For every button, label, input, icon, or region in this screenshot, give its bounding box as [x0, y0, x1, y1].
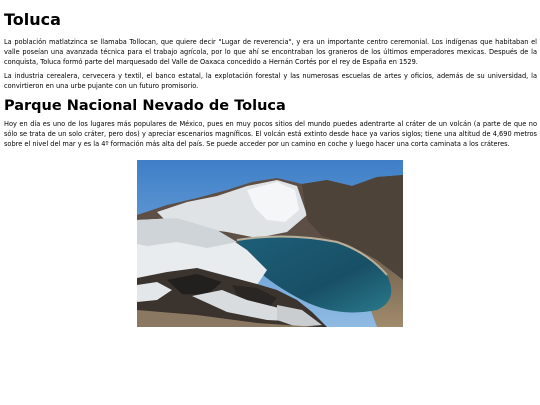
page-title: Toluca [4, 10, 61, 29]
nevado-de-toluca-photo [137, 160, 403, 327]
section-heading: Parque Nacional Nevado de Toluca [4, 97, 286, 114]
section-paragraph: Hoy en día es uno de los lugares más populares de México, pues en muy pocos sitios del mundo puedes adentrarte al cráter de un volcán (a parte de que no sólo se trata de un solo cráter, pero dos) y apreciar escenarios magníficos. El volcán está extinto desde hace ya varios siglos; tiene una altitud de 4,690 metros sobre el nivel del mar y es la 4º formación más alta del país. Se puede acceder por un camino en coche y luego hacer una corta caminata a los cráteres. [4, 119, 537, 148]
intro-paragraph-history: La población matlatzinca se llamaba Tollocan, que quiere decir "Lugar de reverencia", y era un importante centro ceremonial. Los indígenas que habitaban el valle poseían una avanzada técnica para el trabajo agrícola, por lo que ahí se encontraban los graneros de los últimos emperadores mexicas. Después de la conquista, Toluca formó parte del marquesado del Valle de Oaxaca concedido a Hernán Cortés por el rey de España en 1529. [4, 38, 537, 66]
article [4, 0, 537, 149]
intro-paragraph-industry: La industria cerealera, cervecera y textil, el banco estatal, la explotación forestal y las numerosas escuelas de artes y oficios, además de su universidad, la convirtieron en una urbe pujante con un futuro promisorio. [4, 72, 537, 91]
